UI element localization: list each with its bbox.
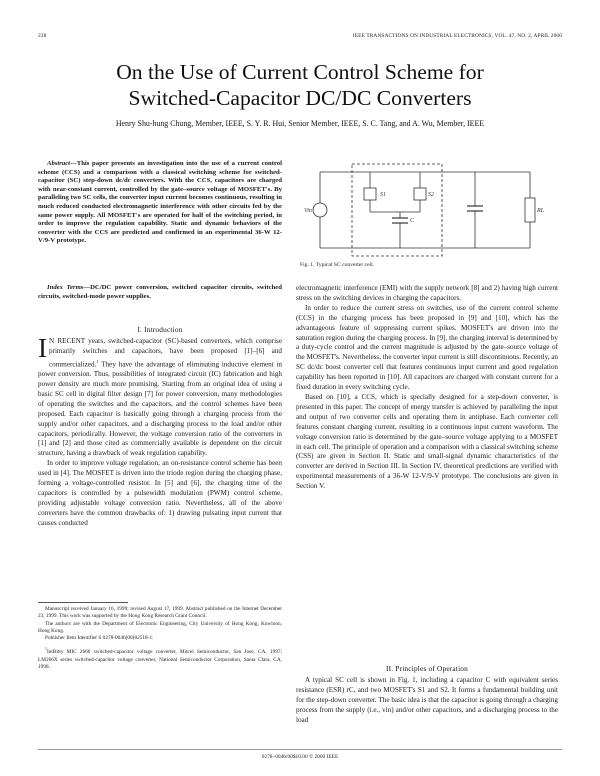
label-rl: RL	[537, 208, 545, 214]
principles-paragraph-1: A typical SC cell is shown in Fig. 1, including a capacitor C with equivalent series resistance (ESR) rC, and two MOSFET's S1 and S2. It forms a fundamental building unit for the step-down converter. The basic idea is that the capacitor is going through a charging process from the supply (i.e., vin) and/or other capacitors, and a discharging process to the load	[296, 676, 558, 724]
footnote-received: Manuscript received January 16, 1999; revised August 17, 1999. Abstract published on the Internet December 23, 1999. This work was supported by the Hong Kong Research Grant Council.	[38, 606, 282, 620]
footnote-divider	[38, 602, 128, 603]
load-resistor-icon	[525, 198, 535, 222]
index-terms	[38, 284, 282, 301]
section-heading-principles: II. Principles of Operation	[386, 664, 468, 673]
switch-s1-icon	[364, 188, 376, 200]
page-number: 238	[38, 33, 47, 39]
right-column-body	[296, 284, 558, 492]
input-source-icon	[313, 203, 327, 217]
journal-header: IEEE TRANSACTIONS ON INDUSTRIAL ELECTRONICS, VOL. 47, NO. 2, APRIL 2000	[352, 33, 562, 39]
label-s2: S2	[428, 192, 434, 198]
footnote-1-marker: 1	[45, 646, 47, 652]
introduction-body	[38, 333, 282, 529]
title-line-2: Switched-Capacitor DC/DC Converters	[128, 86, 472, 110]
intro-paragraph-2: In order to improve voltage regulation, an on-resistance control scheme has been used in [4]. The MOSFET is driven into the triode region during the charging phase, forming a voltage-controlled resistor. In [5] and [6], the charging time of the capacitors is controlled by a pulsewidth modulation (PWM) control scheme, providing adjustable voltage conversion ratio. Nevertheless, all of the above converters have the common drawbacks of: 1) drawing pulsating input current that causes conducted	[38, 459, 282, 527]
footnote-marker: 1	[96, 358, 99, 364]
right-paragraph-3: Based on [10], a CCS, which is specially designed for a step-down converter, is presented in this paper. The concept of energy transfer is achieved by paralleling the input and output of two converter cells and operating them in antiphase. Each converter cell features constant charging current, resulting in a continuous input current waveform. The voltage conversion ratio is determined by the gate–source voltage applying to a MOSFET in each cell. The principle of operation and a comparison with a classical switching scheme (CSS) are given in Section II. Static and small-signal dynamic characteristics of the converter are derived in Section III. In Section IV, theoretical predictions are verified with experimental measurements of a 36-W 12-V/9-V prototype. The conclusions are given in Section V.	[296, 392, 558, 491]
title-line-1: On the Use of Current Control Scheme for	[116, 60, 484, 84]
section-heading-introduction: I. Introduction	[137, 325, 183, 334]
abstract-label: Abstract—	[47, 160, 77, 167]
intro-paragraph-1: N RECENT years, switched-capacitor (SC)-based converters, which comprise primarily switches and capacitors, have been proposed [1]–[6] and commercialized.	[49, 337, 282, 369]
figure-sc-converter-cell	[300, 158, 550, 276]
footnote-1: IntBitty MIC 2660 switched-capacitor voltage converter, Mitcel Semiconductor, San Jose, CA, 1997; LM266X series switched-capacitor voltage converter, National Semiconductor Corporation, Santa Clara, CA, 1998.	[38, 649, 282, 670]
figure-caption: Fig. 1. Typical SC converter cell.	[300, 262, 375, 268]
principles-body	[296, 676, 558, 726]
index-terms-text: DC/DC power conversion, switched capacitor circuits, switched circuits, switched-mode power supplies.	[38, 284, 282, 300]
right-paragraph-1: electromagnetic interference (EMI) with the supply network [8] and 2) having high current stress on the switching devices in charging the capacitors.	[296, 284, 558, 302]
right-paragraph-2: In order to reduce the current stress on switches, use of the current control scheme (CCS) in the charging process has been proposed in [9] and [10], which has the advantageous feature of suppressing current spikes. MOSFET's are driven into the saturation region during the charging process. In [9], the charging interval is determined by a duty-cycle control and the current magnitude is adjusted by the gate–source voltage of the MOSFET's. Nevertheless, the converter input current is still discontinuous. Recently, an SC dc/dc boost converter cell that features continuous input current and good regulation capability has been reported in [10]. All capacitors are charged with constant current for a fixed duration in every switching cycle.	[296, 303, 558, 392]
footer-divider	[38, 749, 562, 750]
label-s1: S1	[380, 192, 386, 198]
label-c: C	[410, 218, 415, 224]
footnote-affiliation: The authors are with the Department of Electronic Engineering, City University of Hong Kong, Kowloon, Hong Kong.	[38, 620, 282, 634]
footnote-identifier: Publisher Item Identifier S 0278-0046(00)02518-1.	[45, 635, 154, 642]
index-terms-label: Index Terms—	[47, 284, 91, 291]
intro-paragraph-1-cont: They have the advantage of eliminating inductive element in power conversion. Thus, possibilities of integrated circuit (IC) fabrication and high power density are much more promising. Starting from an original idea of using a basic SC cell in digital filter design [7] for power conversion, many methodologies of operating the switches and the capacitors, and the control schemes have been proposed. Each capacitor is basically going through a charging process from the supply and/or other capacitors, and a discharging process to the load and/or other capacitors, periodically. However, the voltage conversion ratio of the converters in [1] and [2] and those cited as commercially available is dependent on the circuit structure, having a drawback of weak regulation capability.	[38, 360, 282, 458]
sc-cell-boundary	[352, 164, 442, 256]
paper-title	[30, 59, 570, 111]
switch-s2-icon	[414, 188, 426, 200]
abstract-text: This paper presents an investigation into the use of a current control scheme (CCS) and a comparison with a classical switching scheme for switched-capacitor (SC) step-down dc/dc converters. With the CCS, capacitors are charged with near-constant current, controlled by the gate–source voltage of MOSFET's. By paralleling two SC cells, the converter input current becomes continuous, resulting in much reduced conducted electromagnetic interference with other circuits fed by the same power supply. All MOSFET's are operated for half of the switching period, in order to improve the regulation capability. Static and dynamic behaviors of the converter with the CCS are predicted and confirmed in an experimental 36-W 12-V/9-V prototype.	[38, 160, 282, 245]
footnotes	[38, 606, 282, 671]
drop-cap: I	[38, 333, 47, 363]
author-list: Henry Shu-hung Chung, Member, IEEE, S. Y. R. Hui, Senior Member, IEEE, S. C. Tang, and A. Wu, Member, IEEE	[115, 119, 485, 128]
label-vin: Vin	[304, 208, 312, 214]
copyright-line: 0278–0046/00$10.00 © 2000 IEEE	[261, 754, 339, 760]
abstract	[38, 160, 282, 246]
